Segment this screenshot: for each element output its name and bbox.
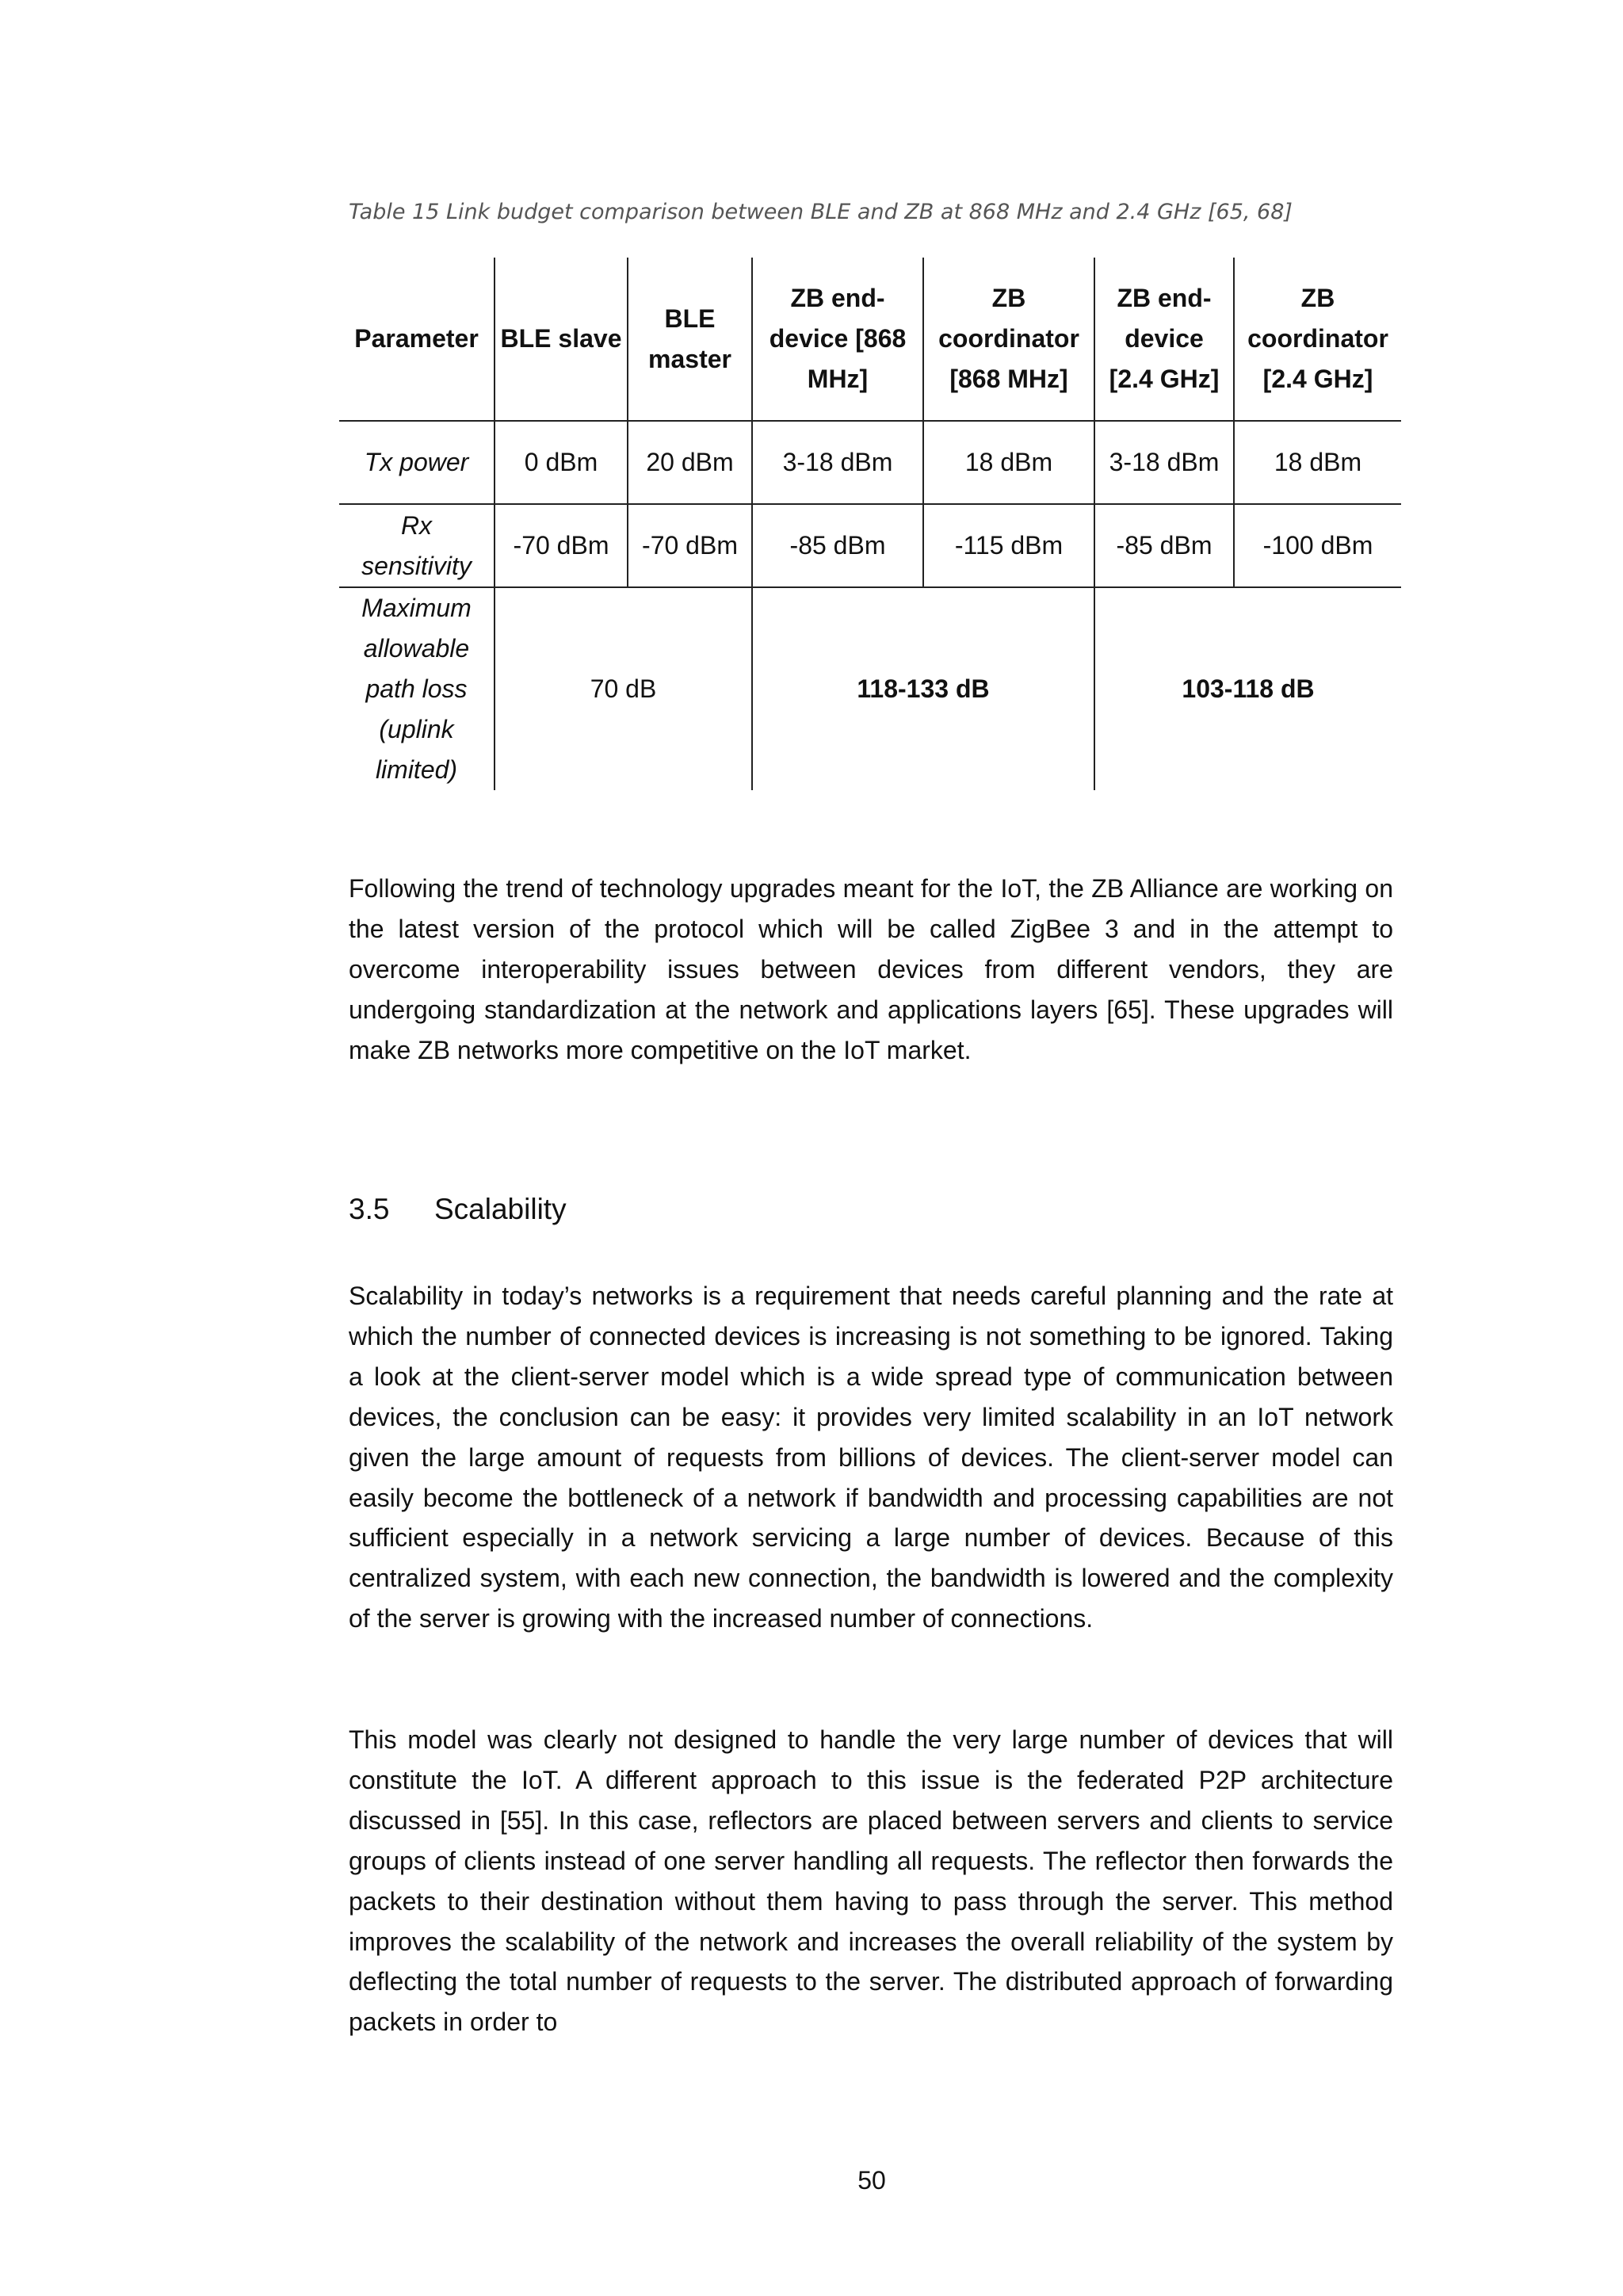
header-zb-end-device-24: ZB end-device [2.4 GHz]: [1094, 258, 1234, 421]
table-cell: -70 dBm: [628, 504, 752, 587]
header-zb-coordinator-24: ZB coordinator [2.4 GHz]: [1234, 258, 1401, 421]
page-number: 50: [857, 2166, 886, 2195]
row-label-tx-power: Tx power: [339, 421, 495, 504]
section-heading: [349, 1193, 567, 1226]
header-zb-end-device-868: ZB end-device [868 MHz]: [752, 258, 923, 421]
table-cell: 118-133 dB: [752, 587, 1094, 790]
row-label-rx-sensitivity: Rx sensitivity: [339, 504, 495, 587]
table-cell: -85 dBm: [752, 504, 923, 587]
table-cell: 103-118 dB: [1094, 587, 1401, 790]
table-header-row: [339, 258, 1401, 421]
table-cell: -70 dBm: [495, 504, 628, 587]
row-label-max-path-loss: Maximum allowable path loss (uplink limited): [361, 594, 472, 784]
table-cell: 3-18 dBm: [752, 421, 923, 504]
table-cell: 70 dB: [495, 587, 752, 790]
section-number: 3.5: [349, 1193, 390, 1225]
header-parameter: Parameter: [339, 258, 495, 421]
table-cell: -115 dBm: [923, 504, 1094, 587]
table-cell: 18 dBm: [923, 421, 1094, 504]
table-cell: 20 dBm: [628, 421, 752, 504]
body-paragraph: Scalability in today’s networks is a requirement that needs careful planning and the rate at which the number of connected devices is increasing is not something to be ignored. Taking a look at the client-server model which is a wide spread type of communication between devices, the conclusion can be easy: it provides very limited scalability in an IoT network given the large amount of requests from billions of devices. The client-server model can easily become the bottleneck of a network if bandwidth and processing capabilities are not sufficient especially in a network servicing a large number of devices. Because of this centralized system, with each new connection, the bandwidth is lowered and the complexity of the server is growing with the increased number of connections.: [349, 1282, 1393, 1633]
section-title: Scalability: [434, 1193, 567, 1225]
header-ble-master: BLE master: [628, 258, 752, 421]
table-cell: -85 dBm: [1094, 504, 1234, 587]
table-cell: -100 dBm: [1234, 504, 1401, 587]
table-row: [339, 504, 1401, 587]
header-zb-coordinator-868: ZB coordinator [868 MHz]: [923, 258, 1094, 421]
table-caption: Table 15 Link budget comparison between BLE and ZB at 868 MHz and 2.4 GHz [65, 68]: [349, 200, 1293, 224]
link-budget-table: [339, 258, 1401, 790]
table-row: [339, 587, 1401, 790]
body-paragraph: Following the trend of technology upgrades meant for the IoT, the ZB Alliance are working on the latest version of the protocol which will be called ZigBee 3 and in the attempt to overcome interoperability issues between devices from different vendors, they are undergoing standardization at the network and applications layers [65]. These upgrades will make ZB networks more competitive on the IoT market.: [349, 874, 1393, 1064]
body-paragraph: This model was clearly not designed to handle the very large number of devices that will constitute the IoT. A different approach to this issue is the federated P2P architecture discussed in [55]. In this case, reflectors are placed between servers and clients to service groups of clients instead of one server handling all requests. The reflector then forwards the packets to their destination without them having to pass through the server. This method improves the scalability of the network and increases the overall reliability of the system by deflecting the total number of requests to the server. The distributed approach of forwarding packets in order to: [349, 1725, 1393, 2037]
table-cell: 0 dBm: [495, 421, 628, 504]
header-ble-slave: BLE slave: [495, 258, 628, 421]
table-cell: 18 dBm: [1234, 421, 1401, 504]
table-cell: 3-18 dBm: [1094, 421, 1234, 504]
table-row: [339, 421, 1401, 504]
